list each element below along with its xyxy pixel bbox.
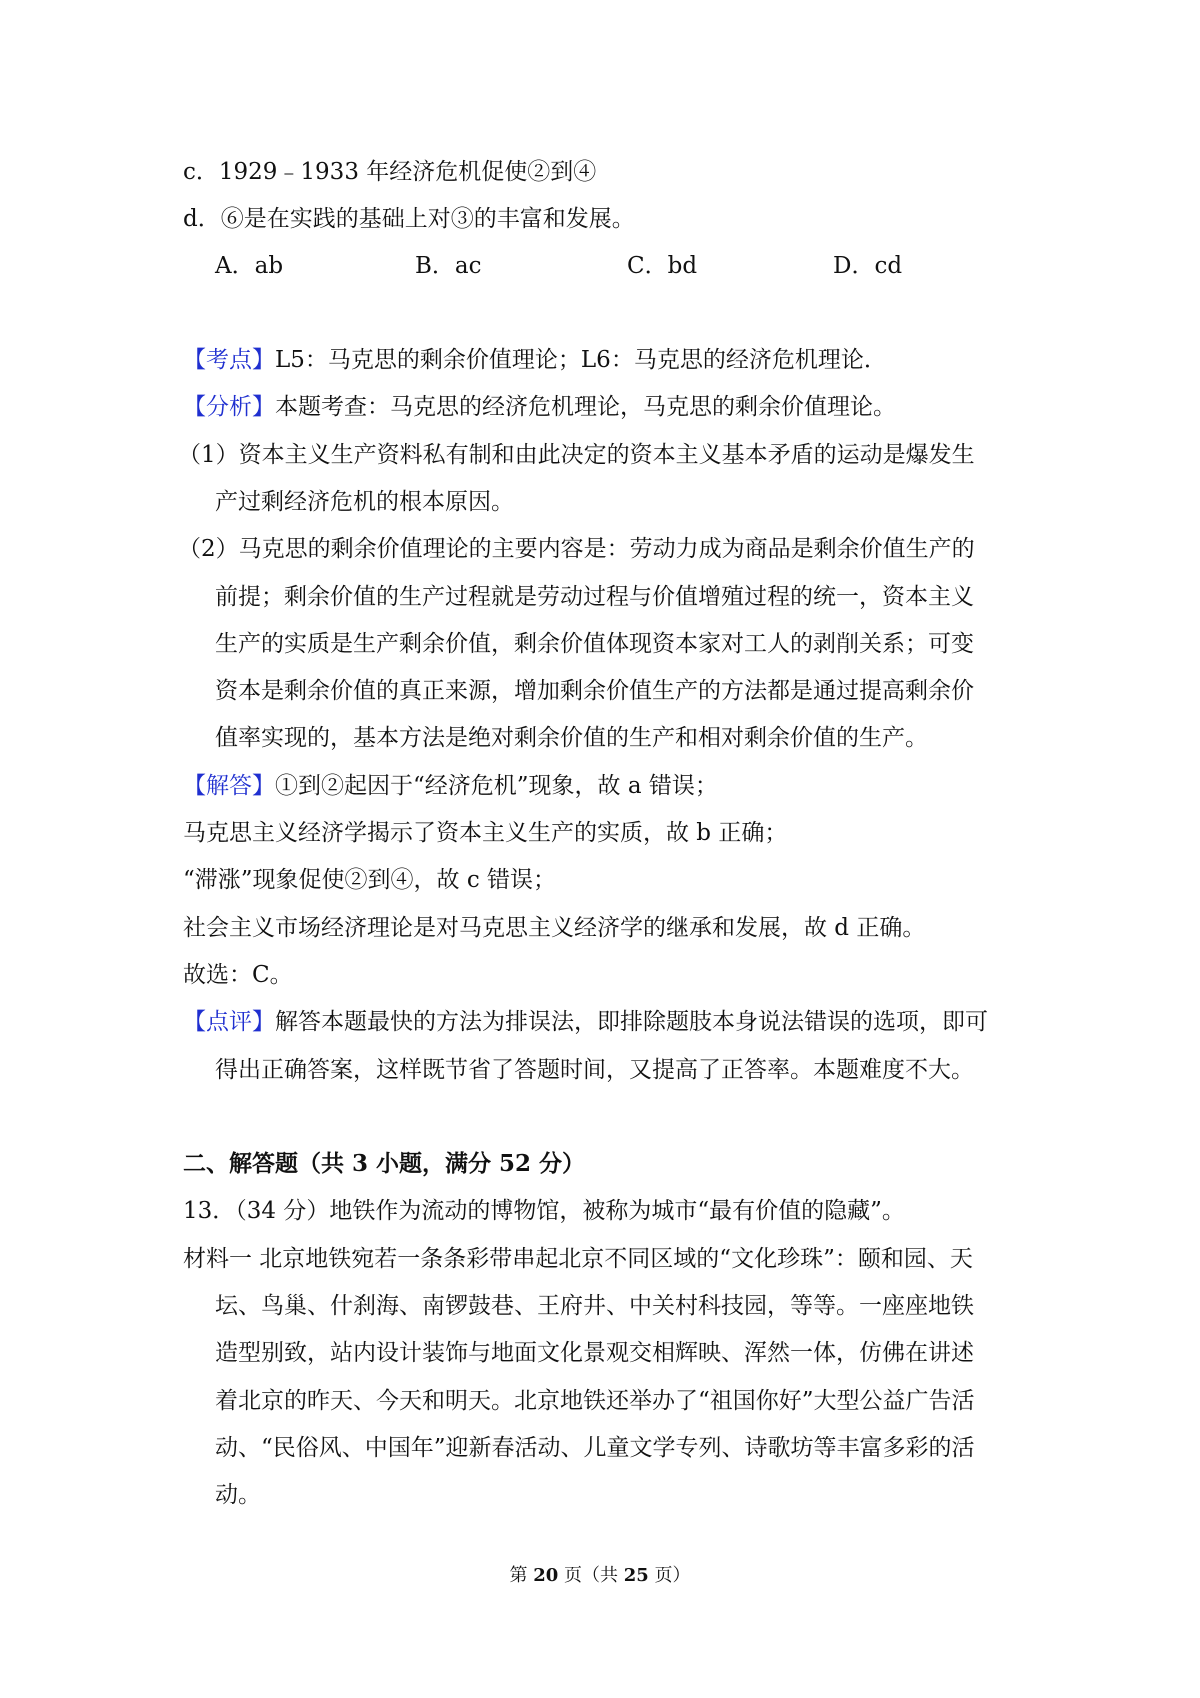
jieda-line bbox=[183, 771, 718, 801]
fenxi-p2-line: 值率实现的，基本方法是绝对剩余价值的生产和相对剩余价值的生产。 bbox=[215, 725, 928, 751]
fenxi-p1-line: 产过剩经济危机的根本原因。 bbox=[215, 489, 514, 515]
jieda-tag: 【解答】 bbox=[183, 773, 275, 799]
footer-middle: 页（共 bbox=[558, 1565, 624, 1586]
material-1-line: 动、“民俗风、中国年”迎新春活动、儿童文学专列、诗歌坊等丰富多彩的活 bbox=[215, 1435, 975, 1461]
kaodian-text: L5：马克思的剩余价值理论；L6：马克思的经济危机理论． bbox=[275, 347, 887, 373]
material-1-line: 材料一 北京地铁宛若一条条彩带串起北京不同区域的“文化珍珠”：颐和园、天 bbox=[183, 1246, 973, 1272]
jieda-line: 社会主义市场经济理论是对马克思主义经济学的继承和发展，故 d 正确。 bbox=[183, 915, 926, 941]
jieda-line: “滞涨”现象促使②到④，故 c 错误； bbox=[183, 867, 557, 893]
option-line-c: c．1929﹣1933 年经济危机促使②到④ bbox=[183, 159, 597, 185]
option-line-d: d．⑥是在实践的基础上对③的丰富和发展。 bbox=[183, 206, 635, 232]
question-13-stem: 13．（34 分）地铁作为流动的博物馆，被称为城市“最有价值的隐藏”。 bbox=[183, 1198, 905, 1224]
fenxi-p2-line: 生产的实质是生产剩余价值，剩余价值体现资本家对工人的剥削关系；可变 bbox=[215, 631, 974, 657]
fenxi-p2-line: 前提；剩余价值的生产过程就是劳动过程与价值增殖过程的统一，资本主义 bbox=[215, 584, 974, 610]
material-1-line: 动。 bbox=[215, 1482, 261, 1508]
answer-option-a: A．ab bbox=[215, 253, 284, 279]
footer-prefix: 第 bbox=[509, 1565, 534, 1586]
jieda-line: 马克思主义经济学揭示了资本主义生产的实质，故 b 正确； bbox=[183, 820, 788, 846]
answer-option-d: D．cd bbox=[833, 253, 903, 279]
footer-total-pages: 25 bbox=[623, 1565, 649, 1586]
fenxi-p2-line: （2）马克思的剩余价值理论的主要内容是：劳动力成为商品是剩余价值生产的 bbox=[178, 536, 975, 562]
material-1-line: 坛、鸟巢、什刹海、南锣鼓巷、王府井、中关村科技园，等等。一座座地铁 bbox=[215, 1293, 974, 1319]
kaodian-tag: 【考点】 bbox=[183, 347, 275, 373]
answer-choice: 故选：C。 bbox=[183, 962, 293, 988]
dianping-tag: 【点评】 bbox=[183, 1009, 275, 1035]
footer-page-number: 20 bbox=[533, 1565, 559, 1586]
dianping-line bbox=[183, 1007, 988, 1037]
fenxi-tag: 【分析】 bbox=[183, 394, 275, 420]
answer-option-c: C．bd bbox=[627, 253, 698, 279]
kaodian-line bbox=[183, 345, 887, 375]
page-footer bbox=[0, 1561, 1200, 1587]
answer-option-b: B．ac bbox=[415, 253, 482, 279]
dianping-text: 解答本题最快的方法为排误法，即排除题肢本身说法错误的选项，即可 bbox=[275, 1009, 988, 1035]
fenxi-p1-line: （1）资本主义生产资料私有制和由此决定的资本主义基本矛盾的运动是爆发生 bbox=[178, 442, 975, 468]
fenxi-line bbox=[183, 392, 896, 422]
fenxi-text: 本题考查：马克思的经济危机理论，马克思的剩余价值理论。 bbox=[275, 394, 896, 420]
dianping-line-2: 得出正确答案，这样既节省了答题时间，又提高了正答率。本题难度不大。 bbox=[215, 1057, 974, 1083]
footer-suffix: 页） bbox=[648, 1565, 691, 1586]
material-1-line: 造型别致，站内设计装饰与地面文化景观交相辉映、浑然一体，仿佛在讲述 bbox=[215, 1340, 974, 1366]
jieda-text: ①到②起因于“经济危机”现象，故 a 错误； bbox=[275, 773, 718, 799]
section-heading: 二、解答题（共 3 小题，满分 52 分） bbox=[183, 1150, 586, 1177]
fenxi-p2-line: 资本是剩余价值的真正来源，增加剩余价值生产的方法都是通过提高剩余价 bbox=[215, 678, 974, 704]
material-1-line: 着北京的昨天、今天和明天。北京地铁还举办了“祖国你好”大型公益广告活 bbox=[215, 1388, 975, 1414]
